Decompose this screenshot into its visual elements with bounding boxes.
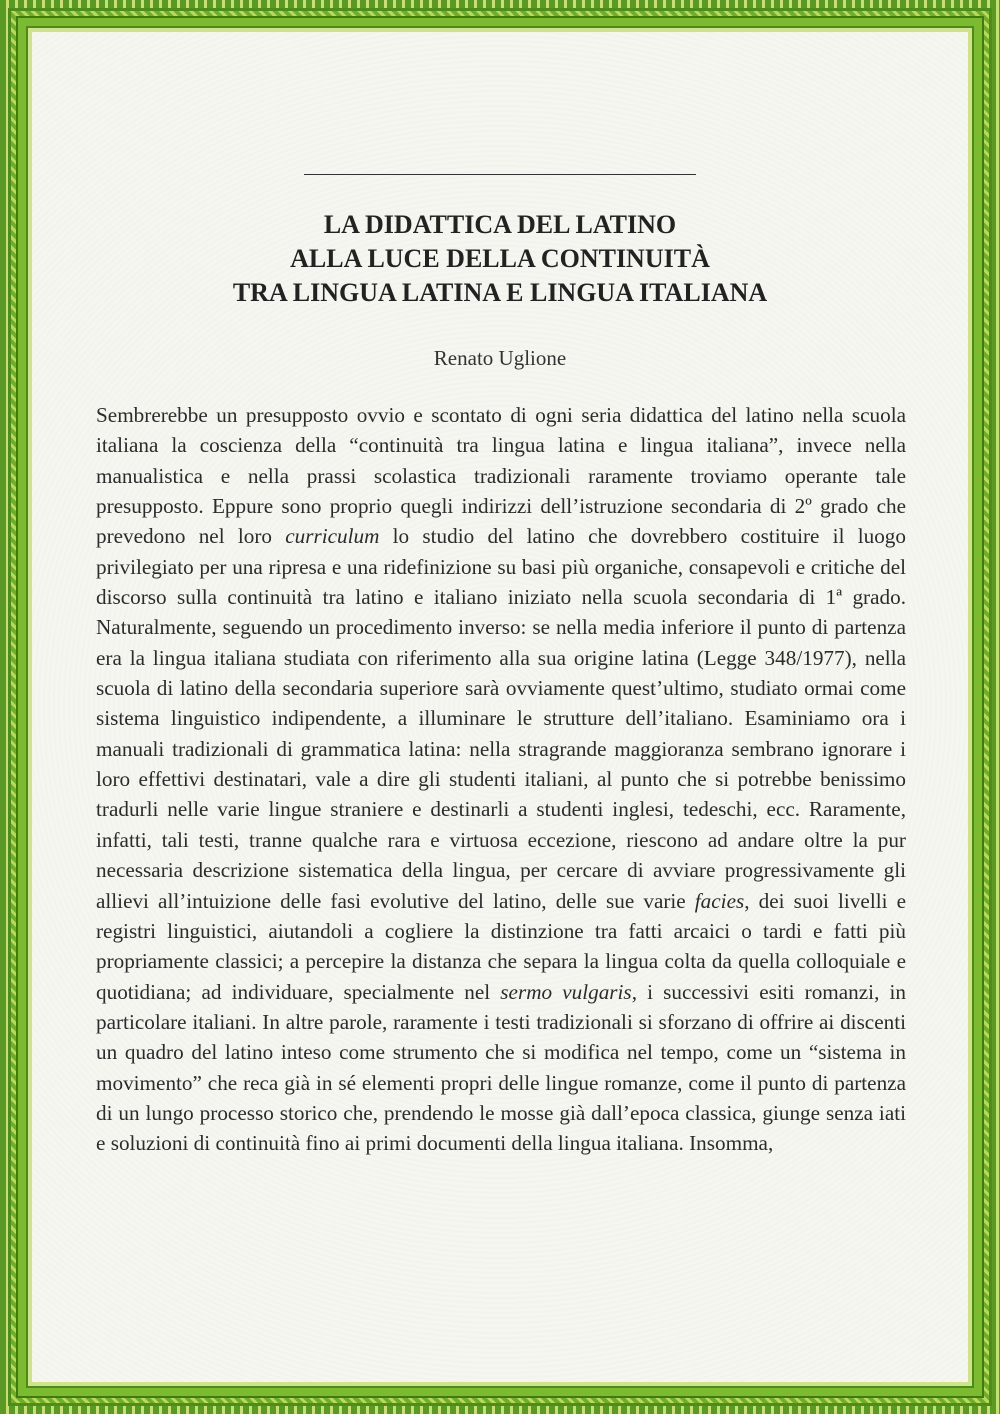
body-italic-segment: facies bbox=[694, 888, 745, 913]
body-text-segment: , i successivi esiti romanzi, in particolare italiani. In altre parole, raramente i testi tradizionali si sforzano di offrire ai discenti un quadro del latino inteso come strumento che si modifica nel tempo, come un “sistema in movimento” che reca già in sé elementi propri delle lingue romanze, come il punto di partenza di un lungo processo storico che, prendendo le mosse già dall’epoca classica, giunge senza iati e soluzioni di continuità fino ai primi documenti della lingua italiana. Insomma, bbox=[96, 979, 906, 1156]
body-text-segment: Sembrerebbe un presupposto ovvio e scontato di ogni seria didattica del latino nella scuola italiana la coscienza della “continuità tra lingua latina e lingua italiana”, invece nella manualistica e nella prassi scolastica tradizionali raramente troviamo operante tale presupposto. Eppure sono proprio quegli indirizzi dell’istruzione secondaria di 2º grado che prevedono nel loro bbox=[96, 403, 906, 549]
document-title bbox=[32, 208, 968, 310]
body-italic-segment: sermo vulgaris bbox=[500, 979, 632, 1004]
title-line-2: ALLA LUCE DELLA CONTINUITÀ bbox=[290, 244, 710, 273]
title-rule bbox=[304, 174, 696, 175]
author-name: Renato Uglione bbox=[433, 346, 567, 370]
body-text-segment: , dei suoi livelli e registri linguistici, aiutandoli a cogliere la distinzione tra fatti arcaici o tardi e fatti più propriamente classici; a percepire la distanza che separa la lingua colta da quella colloquiale e quotidiana; ad individuare, specialmente nel bbox=[96, 888, 906, 1004]
title-line-1: LA DIDATTICA DEL LATINO bbox=[323, 210, 677, 239]
body-text-segment: lo studio del latino che dovrebbero costituire il luogo privilegiato per una ripresa e una ridefinizione su basi più organiche, consapevoli e critiche del discorso sulla continuità tra latino e italiano iniziato nella scuola secondaria di 1ª grado. Naturalmente, seguendo un procedimento inverso: se nella media inferiore il punto di partenza era la lingua italiana studiata con riferimento alla sua origine latina (Legge 348/1977), nella scuola di latino della secondaria superiore sarà ovviamente quest’ultimo, studiato ormai come sistema linguistico indipendente, a illuminare le strutture dell’italiano. Esaminiamo ora i manuali tradizionali di grammatica latina: nella stragrande maggioranza sembrano ignorare i loro effettivi destinatari, vale a dire gli studenti italiani, al punto che si potrebbe benissimo tradurli nelle varie lingue straniere e destinarli a studenti inglesi, tedeschi, ecc. Raramente, infatti, tali testi, tranne qualche rara e virtuosa eccezione, riescono ad andare oltre la pur necessaria descrizione sistematica della lingua, per cercare di avviare progressivamente gli allievi all’intuizione delle fasi evolutive del latino, delle sue varie bbox=[96, 524, 906, 913]
body-paragraph bbox=[96, 400, 906, 1159]
body-italic-segment: curriculum bbox=[285, 524, 380, 549]
title-line-3: TRA LINGUA LATINA E LINGUA ITALIANA bbox=[232, 278, 768, 307]
document-page bbox=[32, 32, 968, 1382]
